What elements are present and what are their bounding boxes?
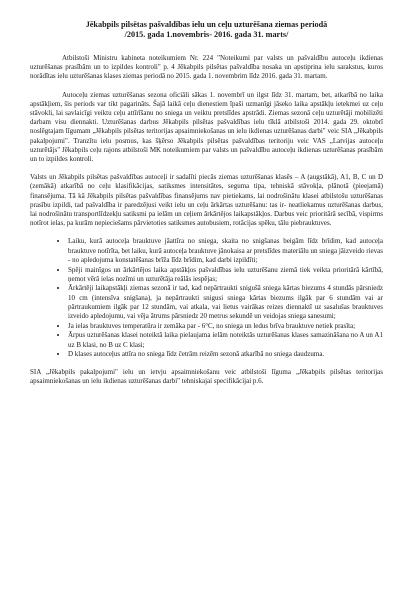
- list-item: • Ja ielas brauktuves temperatūra ir zemāka par - 6°C, no sniega un ledus brīva brauktuve netiek prasīta;: [68, 322, 383, 331]
- paragraph-closing: SIA „Jēkabpils pakalpojumi" ielu un ietvju apsaimniekošanu veic atbilstoši līguma „Jēkabpils pilsētas teritorijas apsaimniekošanas un ielu ikdienas uzturēšanas darbi" tehniskajai specifikācijai p.6.: [30, 367, 383, 385]
- list-item: • Laiku, kurā autoceļa brauktuve jāattīra no sniega, skaita no snigšanas beigām līdz brīdim, kad autoceļa brauktuve notīrīta, bet laiku, kurā autoceļa brauktuve jānokaisa ar pretslīdes materiālu un sniega jāizveido rievas - no apledojuma konstatēšanas brīža līdz brīdim, kad darbi izpildīti;: [68, 237, 383, 265]
- list-item: • Spēji mainīgos un ārkārtējos laika apstākļos pašvaldības ielu uzturēšanu ziemā tiek veikta prioritārā kārtībā, ņemot vērā ielas nozīmi un uzturētāja reālās iespējas;: [68, 266, 383, 284]
- title-line-2: /2015. gada 1.novembris- 2016. gada 31. marts/: [124, 30, 289, 39]
- rules-list: [30, 237, 383, 359]
- document-title: [30, 20, 383, 40]
- paragraph-season: Autoceļu ziemas uzturēšanas sezona oficiāli sākas 1. novembrī un ilgst līdz 31. martam, bet, atkarībā no laika apstākļiem, šis periods var tikt pagarināts. Šajā laikā ceļu dienestiem īpaši uzmanīgi jāseko laika apstākļu ietekmei uz ceļu stāvokli, lai savlaicīgi veiktu ceļu attīrīšanu no sniega un veiktu pretslīdes apstrādi. Ziemas sezonā ceļu uzturētāji mobilizēti darbam visu diennakti. Uzturēšanas darbus Jēkabpils pilsētas pašvaldības ielu tīklā atbilstoši 2014. gada 29. oktobrī noslēgtajam līgumam „Jēkabpils pilsētas teritorijas apsaimniekošanas un ielu ikdienas uzturēšanas darbi" veic SIA „Jēkabpils pakalpojumi". Tranzītu ielu posmus, kas šķērso Jēkabpils pilsētas pašvaldības teritoriju veic VAS „Latvijas autoceļu uzturētājs" Jēkabpils ceļu rajons atbilstoši MK noteikumiem par valsts un pašvaldību autoceļu ikdienas uzturēšanas prasībām un to izpildes kontroli.: [30, 90, 383, 164]
- list-item: • Ārpus uzturēšanas klasei noteiktā laika pielaujama ielām noteiktās uzturēšanas klases samazināšana no A un A1 uz B klasi, no B uz C klasi;: [68, 331, 383, 349]
- paragraph-classes: Valsts un Jēkabpils pilsētas pašvaldības autoceļi ir sadalīti piecās ziemas uzturēšanas klasēs – A (augstākā), A1, B, C un D (zemākā) atkarībā no ceļu klasifikācijas, satiksmes intensitātes, seguma tipa, tehniskā stāvokļa, plānotā (pieejamā) finansējuma. Tā kā Jēkabpils pilsētas pašvaldības finansējums nav pietiekams, lai nodrošinātu klasei atbilstošu uzturēšanas prasību izpildi, tad pašvaldība ir paredzējusi veikt ielu un ceļu ārkārtas uzturēšanu: tas ir- neatliekamus uzturēšanas darbus, lai nodrošinātu transportlīdzekļu satiksmi pa ielām un ceļiem ārkārtējos laikapstākļos. Darbus veic prioritārā secībā, vispirms notīrot ielas, pa kurām nepieciešams pārvietoties satiksmes autobusiem, rotācijas spēku, tālu piebrauktuves.: [30, 173, 383, 228]
- title-line-1: Jēkabpils pilsētas pašvaldības ielu un ceļu uzturēšana ziemas periodā: [85, 20, 328, 29]
- list-item: • D klases autoceļus attīra no sniega līdz četrām reizēm sezonā atkarībā no sniega daudzuma.: [68, 350, 383, 359]
- list-item: • Ārkārtēji laikapstākļi ziemas sezonā ir tad, kad nepārtraukti snigušā sniega kārtas biezums 4 stundās pārsniedz 10 cm (intensīva snigšana), ja nepārtraukti snigusi sniega kārtas biezums ilgāk par 6 stundām vai ar pārtraukumiem ilgāk par 12 stundām, vai atkala, vai lietus vairākas reizes diennaktī uz sasalušas brauktuves izveido apledojumu, vai vēja ātrums pārsniedz 20 metrus sekundē un veidojas sniega sanesumi;: [68, 284, 383, 321]
- paragraph-intro: Atbilstoši Ministru kabineta noteikumiem Nr. 224 "Noteikumi par valsts un pašvaldību autoceļu ikdienas uzturēšanas prasībām un to izpildes kontroli" p. 4 Jēkabpils pilsētas pašvaldība nosaka un apstiprina ielu sarakstus, kuros norādītas ielu uzturēšanas klases ziemas periodā no 2015. gada 1. novembrim līdz 2016. gada 31. martam.: [30, 54, 383, 81]
